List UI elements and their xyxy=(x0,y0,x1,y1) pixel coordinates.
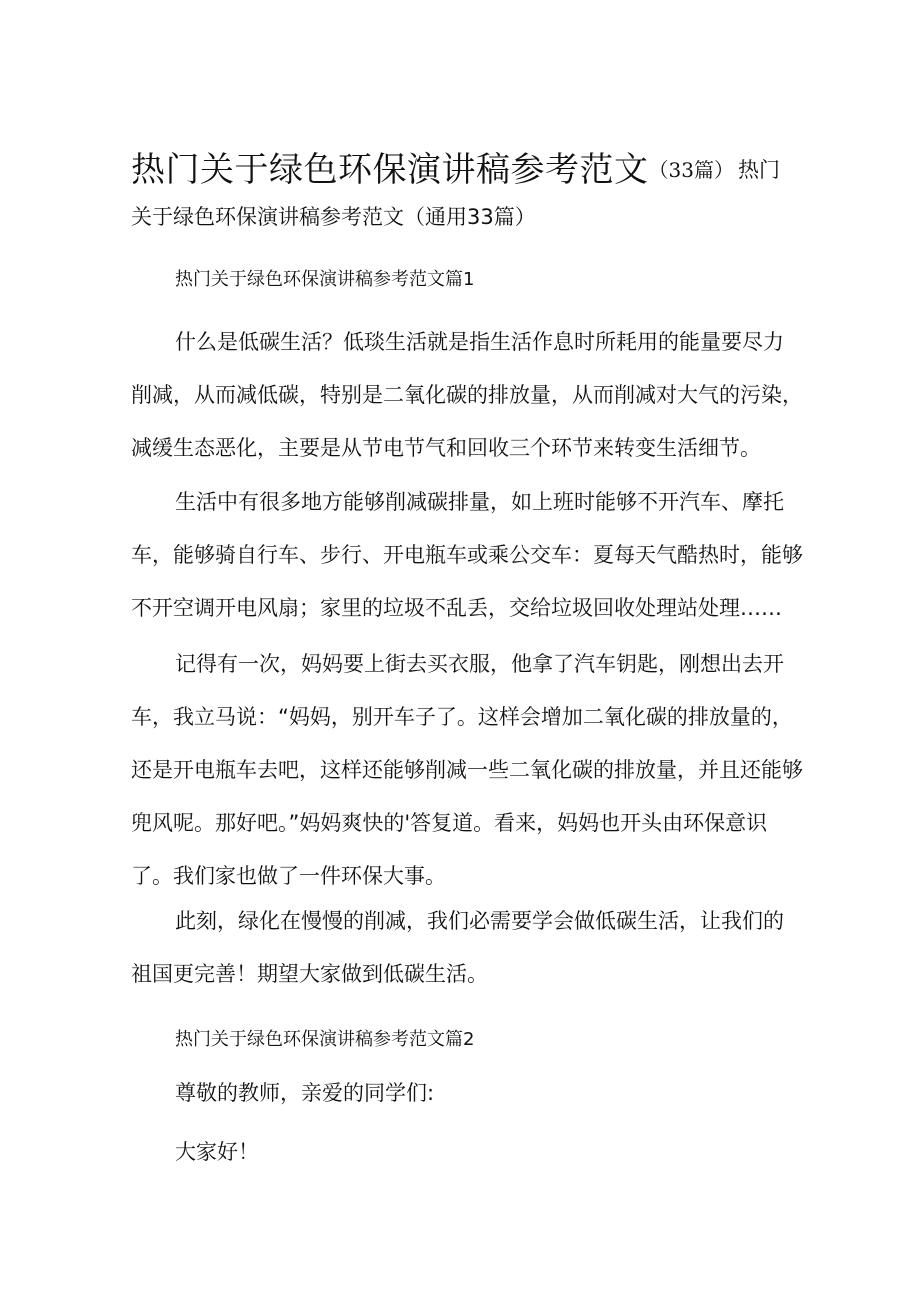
document-title xyxy=(131,148,811,198)
title-count: （33篇） xyxy=(648,158,734,182)
paragraph-3: 记得有一次，妈妈要上街去买衣服，他拿了汽车钥匙，刚想出去开车，我立马说：“妈妈，别开车子了。这样会增加二氧化碳的排放量的，还是开电瓶车去吧，这样还能够削减一些二氧化碳的排放量，并且还能够兜风呢。那好吧。”妈妈爽快的'答复道。看来，妈妈也开头由环保意识了。我们家也做了一件环保大事。 xyxy=(131,652,803,888)
paragraph-4: 此刻，绿化在慢慢的削减，我们必需要学会做低碳生活，让我们的祖国更完善！期望大家做到低碳生活。 xyxy=(131,909,784,986)
paragraph-2: 生活中有很多地方能够削减碳排量，如上班时能够不开汽车、摩托车，能够骑自行车、步行、开电瓶车或乘公交车：夏每天气酷热时，能够不开空调开电风扇；家里的垃圾不乱丢，交给垃圾回收处理站处理…… xyxy=(131,490,803,620)
hello-line: 大家好！ xyxy=(175,1140,259,1164)
document-subtitle: 关于绿色环保演讲稿参考范文（通用33篇） xyxy=(131,205,536,229)
title-tail: 热门 xyxy=(737,158,780,182)
paragraph-1: 什么是低碳生活？低琰生活就是指生活作息时所耗用的能量要尽力削减，从而减低碳，特别是二氧化碳的排放量，从而削减对大气的污染，减缓生态恶化，主要是从节电节气和回收三个环节来转变生活细节。 xyxy=(131,330,803,460)
greeting-line: 尊敬的教师，亲爱的同学们: xyxy=(175,1081,435,1105)
title-main: 热门关于绿色环保演讲稿参考范文 xyxy=(131,150,649,190)
section1-heading: 热门关于绿色环保演讲稿参考范文篇1 xyxy=(175,269,475,290)
section2-heading: 热门关于绿色环保演讲稿参考范文篇2 xyxy=(175,1029,475,1050)
